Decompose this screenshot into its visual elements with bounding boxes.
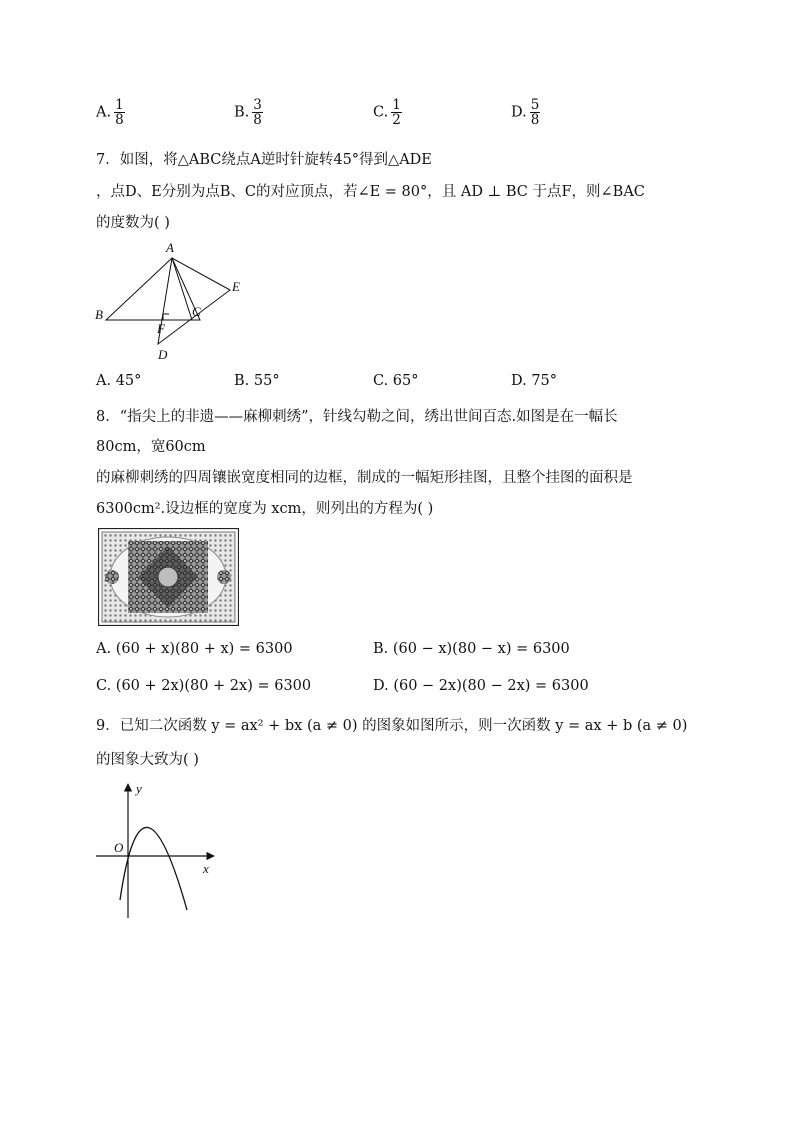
q6-option-a[interactable] [96, 98, 125, 127]
origin-label: O [114, 840, 124, 855]
y-axis-label: y [136, 781, 142, 796]
label-d: D [158, 347, 168, 362]
x-axis-label: x [203, 861, 209, 876]
parabola-curve [120, 827, 187, 910]
option-label: A. [96, 104, 112, 121]
embroidery-image [98, 528, 239, 626]
fraction [252, 98, 263, 127]
q8-option-a[interactable]: A. (60 + x)(80 + x) = 6300 [96, 641, 293, 657]
q7-option-d[interactable]: D. 75° [511, 373, 558, 389]
q8-text-line1: 8．“指尖上的非遗——麻柳刺绣”，针线勾勒之间，绣出世间百态.如图是在一幅长 [96, 409, 618, 425]
label-e: E [232, 279, 240, 294]
parabola-graph [92, 780, 222, 922]
q8-text-line2: 80cm，宽60cm [96, 439, 206, 455]
q8-option-b[interactable]: B. (60 − x)(80 − x) = 6300 [373, 641, 570, 657]
right-angle-mark [163, 314, 169, 320]
label-b: B [95, 307, 103, 322]
denominator: 8 [253, 112, 262, 129]
q9-text-line1: 9．已知二次函数 y = ax² + bx (a ≠ 0) 的图象如图所示，则一次函数 y = ax + b (a ≠ 0) [96, 718, 688, 734]
denominator: 2 [392, 112, 401, 129]
q7-option-b[interactable]: B. 55° [234, 373, 280, 389]
option-label: D. [511, 104, 527, 121]
q6-option-c[interactable] [373, 98, 402, 127]
numerator: 5 [530, 97, 540, 113]
triangle-abc [106, 258, 200, 320]
numerator: 1 [115, 97, 124, 113]
q7-text-line3: 的度数为( ) [96, 215, 170, 231]
triangle-rotation-figure [90, 238, 260, 366]
fraction [530, 98, 541, 127]
fraction [114, 98, 125, 127]
triangle-ade [158, 258, 230, 344]
label-a: A [166, 240, 174, 255]
fraction [391, 98, 402, 127]
denominator: 8 [530, 112, 540, 129]
q6-option-b[interactable] [234, 98, 263, 127]
numerator: 3 [253, 97, 262, 113]
q7-option-a[interactable]: A. 45° [96, 373, 142, 389]
q7-text-line1: 7．如图，将△ABC绕点A逆时针旋转45°得到△ADE [96, 152, 432, 168]
option-label: C. [373, 104, 389, 121]
label-c: C [192, 304, 201, 319]
q8-text-line3: 的麻柳刺绣的四周镶嵌宽度相同的边框，制成的一幅矩形挂图，且整个挂图的面积是 [96, 470, 633, 486]
q6-option-d[interactable] [511, 98, 540, 127]
label-f: F [157, 321, 165, 336]
denominator: 8 [115, 112, 124, 129]
q9-text-line2: 的图象大致为( ) [96, 752, 199, 768]
q8-option-d[interactable]: D. (60 − 2x)(80 − 2x) = 6300 [373, 678, 589, 694]
q7-option-c[interactable]: C. 65° [373, 373, 419, 389]
q7-text-line2: ，点D、E分别为点B、C的对应顶点，若∠E = 80°，且 AD ⊥ BC 于点F，则∠BAC [96, 184, 645, 200]
option-label: B. [234, 104, 250, 121]
q8-text-line4: 6300cm².设边框的宽度为 xcm，则列出的方程为( ) [96, 501, 434, 517]
numerator: 1 [392, 97, 401, 113]
q8-option-c[interactable]: C. (60 + 2x)(80 + 2x) = 6300 [96, 678, 312, 694]
